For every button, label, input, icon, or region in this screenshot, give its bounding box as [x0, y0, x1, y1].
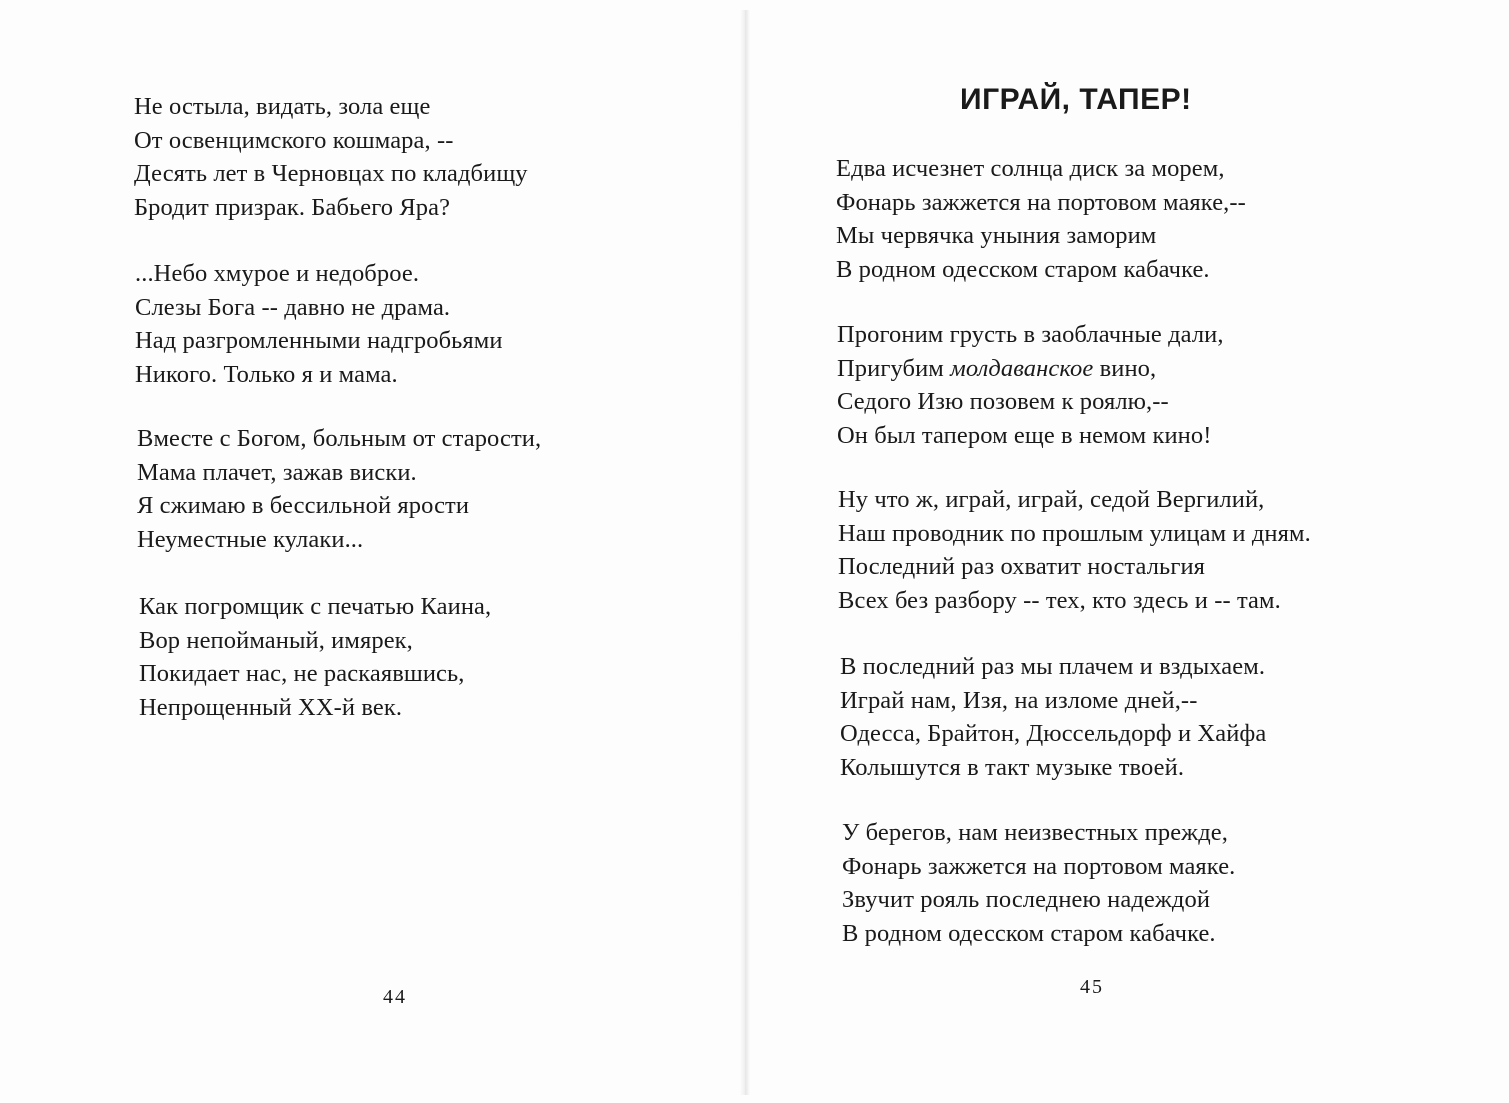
poem-line: Прогоним грусть в заоблачные дали, [837, 321, 1224, 348]
left-page [0, 0, 740, 1103]
poem-line: Он был тапером еще в немом кино! [837, 421, 1212, 449]
poem-line: Едва исчезнет солнца диск за морем, [836, 155, 1225, 182]
poem-line: Десять лет в Черновцах по кладбищу [134, 160, 528, 187]
poem-line: Слезы Бога -- давно не драма. [135, 293, 451, 321]
page-number-right: 45 [1080, 976, 1104, 998]
poem-line: Как погромщик с печатью Каина, [139, 593, 492, 620]
left-stanza-1 [134, 90, 528, 224]
left-stanza-3 [137, 422, 541, 556]
poem-line: Вор непойманый, имярек, [139, 626, 413, 654]
poem-line: Седого Изю позовем к роялю,-- [837, 388, 1169, 415]
poem-line: Ну что ж, играй, играй, седой Вергилий, [838, 486, 1265, 513]
poem-line-part: вино, [1093, 354, 1157, 382]
poem-line: В родном одесском старом кабачке. [836, 255, 1210, 283]
poem-line: Последний раз охватит ностальгия [838, 553, 1206, 580]
poem-line-part: Пригубим [837, 354, 951, 382]
poem-line: У берегов, нам неизвестных прежде, [842, 819, 1228, 846]
poem-line: Фонарь зажжется на портовом маяке. [842, 852, 1236, 880]
left-stanza-4 [139, 590, 491, 724]
emphasized-word: молдаванское [950, 354, 1094, 382]
poem-line: Фонарь зажжется на портовом маяке,-- [836, 188, 1246, 216]
right-page [750, 0, 1509, 1103]
poem-line: Никого. Только я и мама. [135, 360, 398, 388]
right-stanza-3 [838, 483, 1311, 617]
poem-line: Непрощенный XX-й век. [139, 693, 403, 721]
poem-line: Покидает нас, не раскаявшись, [139, 660, 465, 687]
poem-line: Всех без разбору -- тех, кто здесь и -- там. [838, 586, 1281, 614]
poem-title: ИГРАЙ, ТАПЕР! [960, 83, 1192, 116]
book-gutter [740, 10, 750, 1095]
poem-line: От освенцимского кошмара, -- [134, 126, 454, 154]
left-stanza-2 [135, 257, 503, 391]
poem-line: Играй нам, Изя, на изломе дней,-- [840, 686, 1198, 714]
poem-line: Бродит призрак. Бабьего Яра? [134, 193, 451, 221]
right-stanza-4 [840, 650, 1266, 784]
poem-line: Наш проводник по прошлым улицам и дням. [838, 519, 1311, 547]
poem-line: Я сжимаю в бессильной ярости [137, 492, 470, 519]
poem-line: ...Небо хмурое и недоброе. [135, 260, 420, 287]
poem-line: Мы червячка уныния заморим [836, 222, 1157, 249]
poem-line: Звучит рояль последнею надеждой [842, 886, 1211, 913]
poem-line: Над разгромленными надгробьями [135, 327, 503, 354]
poem-line: Не остыла, видать, зола еще [134, 93, 431, 120]
right-stanza-5 [842, 816, 1235, 950]
poem-line: Колышутся в такт музыке твоей. [840, 753, 1185, 781]
right-stanza-2 [837, 318, 1224, 452]
poem-line: В последний раз мы плачем и вздыхаем. [840, 653, 1266, 680]
poem-line [837, 352, 1224, 386]
poem-line: В родном одесском старом кабачке. [842, 919, 1216, 947]
poem-line: Вместе с Богом, больным от старости, [137, 425, 542, 452]
poem-line: Мама плачет, зажав виски. [137, 458, 417, 486]
right-stanza-1 [836, 152, 1246, 286]
poem-line: Неуместные кулаки... [137, 525, 364, 553]
poem-line: Одесса, Брайтон, Дюссельдорф и Хайфа [840, 720, 1267, 747]
page-number-left: 44 [383, 986, 407, 1008]
